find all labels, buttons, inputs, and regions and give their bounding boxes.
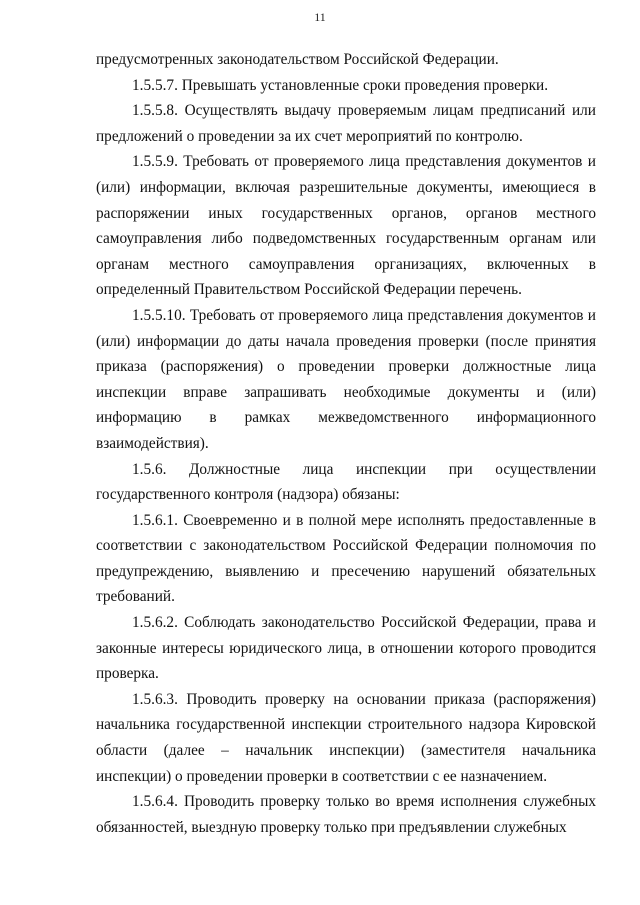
paragraph: 1.5.5.8. Осуществлять выдачу проверяемым лицам предписаний или предложений о проведении за их счет мероприятий по контролю.: [96, 102, 596, 145]
paragraph: 1.5.6.2. Соблюдать законодательство Российской Федерации, права и законные интересы юридического лица, в отношении которого проводится проверка.: [96, 614, 596, 683]
paragraph: 1.5.5.9. Требовать от проверяемого лица представления документов и (или) информации, включая разрешительные документы, имеющиеся в распоряжении иных государственных органов, органов местного самоуправления либо подведомственных государственным органам или органам местного самоуправления организациях, включенных в определенный Правительством Российской Федерации перечень.: [96, 153, 596, 299]
paragraph: 1.5.6. Должностные лица инспекции при осуществлении государственного контроля (надзора) обязаны:: [96, 460, 596, 504]
paragraph: 1.5.5.10. Требовать от проверяемого лица представления документов и (или) информации до даты начала проведения проверки (после принятия приказа (распоряжения) о проведении проверки должностные лица инспекции вправе запрашивать необходимые документы и (или) информацию в рамках межведомственного информационного взаимодействия).: [96, 306, 596, 452]
document-body: [96, 47, 596, 840]
paragraph: 1.5.6.1. Своевременно и в полной мере исполнять предоставленные в соответствии с законодательством Российской Федерации полномочия по предупреждению, выявлению и пресечению нарушений обязательных требований.: [96, 511, 596, 606]
paragraph: 1.5.6.3. Проводить проверку на основании приказа (распоряжения) начальника государственной инспекции строительного надзора Кировской области (далее – начальник инспекции) (заместителя начальника инспекции) о проведении проверки в соответствии с ее назначением.: [96, 690, 596, 785]
paragraph: 1.5.5.7. Превышать установленные сроки проведения проверки.: [132, 76, 549, 94]
paragraph: предусмотренных законодательством Российской Федерации.: [96, 51, 499, 68]
paragraph: 1.5.6.4. Проводить проверку только во время исполнения служебных обязанностей, выездную проверку только при предъявлении служебных: [96, 793, 596, 836]
page-number: 11: [314, 10, 326, 24]
